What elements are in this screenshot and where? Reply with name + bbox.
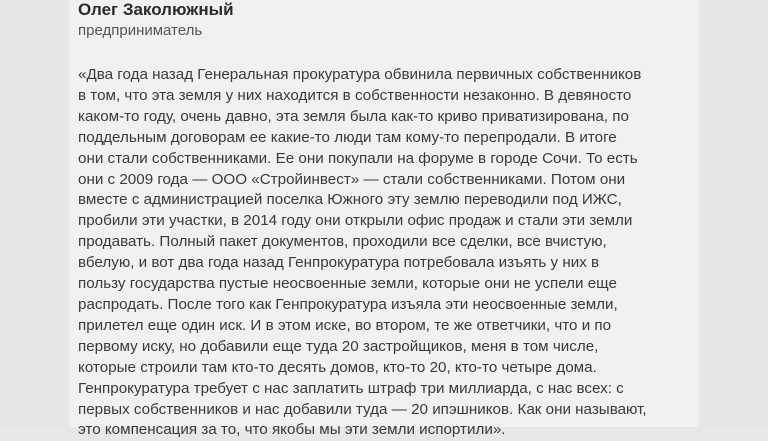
quote-line: поддельным договорам ее какие-то люди там кому-то перепродали. В итоге — [78, 128, 617, 146]
quote-line: вбелую, и вот два года назад Генпрокуратура потребовала изъять у них в — [78, 254, 600, 272]
quote-line: которые строили там кто-то десять домов, кто-то 20, кто-то четыре дома. — [78, 358, 597, 376]
quote-text — [78, 65, 690, 441]
quote-line: Генпрокуратура требует с нас заплатить штраф три миллиарда, с нас всех: с — [78, 379, 624, 397]
quote-line: первых собственников и нас добавили туда — 20 ипэшников. Как они называют, — [78, 400, 647, 418]
quote-line: каком-то году, очень давно, эта земля была как-то криво приватизирована, по — [78, 107, 629, 125]
quote-card — [69, 0, 699, 439]
quote-line: вместе с администрацией поселка Южного эту землю переводили под ИЖС, — [78, 191, 622, 209]
quote-line: они стали собственниками. Ее они покупали на форуме в городе Сочи. То есть — [78, 149, 638, 167]
quote-line: первому иску, но добавили еще туда 20 застройщиков, меня в том числе, — [78, 337, 599, 355]
quote-line: распродать. После того как Генпрокуратура изъяла эти неосвоенные земли, — [78, 295, 618, 313]
author-role: предприниматель — [78, 22, 203, 39]
quote-line: «Два года назад Генеральная прокуратура обвинила первичных собственников — [78, 66, 642, 83]
quote-line: в том, что эта земля у них находится в собственности незаконно. В девяносто — [78, 86, 632, 104]
quote-line: они с 2009 года — ООО «Стройинвест» — стали собственниками. Потом они — [78, 170, 626, 188]
quote-line: это компенсация за то, что якобы мы эти земли испортили». — [78, 421, 506, 439]
quote-line: пользу государства пустые неосвоенные земли, которые они не успели еще — [78, 275, 617, 293]
quote-line: прилетел еще один иск. И в этом иске, во втором, те же ответчики, что и по — [78, 316, 612, 334]
quote-line: продавать. Полный пакет документов, проходили все сделки, все вчистую, — [78, 233, 607, 251]
quote-line: пробили эти участки, в 2014 году они открыли офис продаж и стали эти земли — [78, 212, 633, 230]
author-name: Олег Заколюжный — [78, 0, 234, 19]
